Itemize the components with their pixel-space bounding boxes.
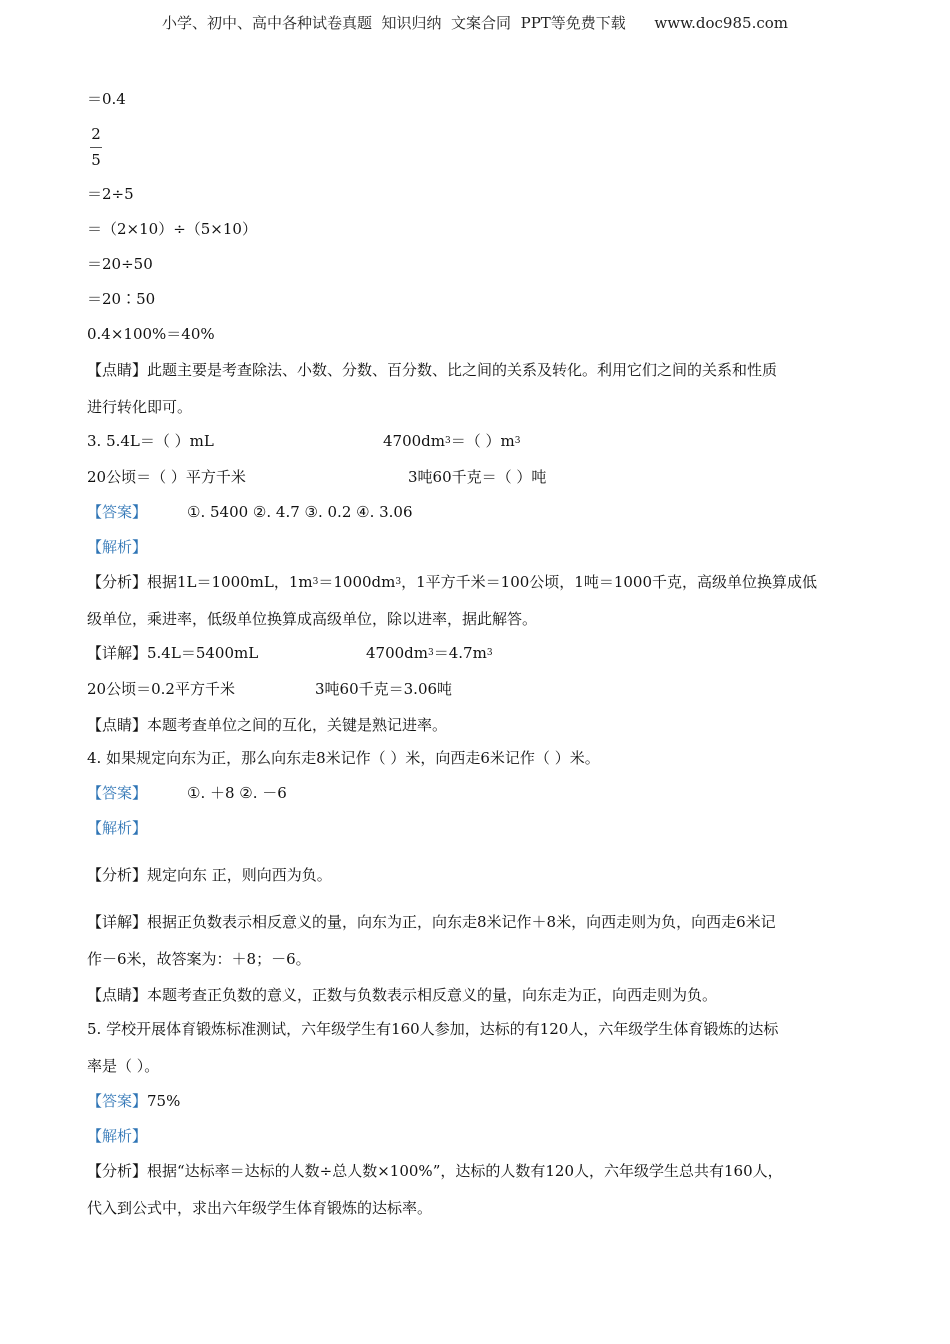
superscript: 3 <box>395 577 402 587</box>
fraction-denominator: 5 <box>91 151 101 169</box>
fraction-two-fifths <box>90 124 102 170</box>
step-line: ＝2÷5 <box>87 185 134 203</box>
q3-comment: 【点睛】本题考查单位之间的互化，关键是熟记进率。 <box>87 716 448 734</box>
q3-analysis-text: ＝1000dm <box>318 573 396 591</box>
q5-answer <box>87 1091 180 1111</box>
q3-analysis-text: 【分析】根据1L＝1000mL，1m <box>87 573 313 591</box>
superscript: 3 <box>312 577 319 587</box>
q3-analysis-line-1 <box>87 572 817 592</box>
question-5-line-1: 5. 学校开展体育锻炼标准测试，六年级学生有160人参加，达标的有120人，六年级学生体育锻炼的达标 <box>87 1020 779 1038</box>
answer-label: 【答案】 <box>87 1092 148 1110</box>
q4-analysis: 【分析】规定向东 正，则向西为负。 <box>87 866 332 884</box>
q3-blank-m3 <box>383 431 520 451</box>
q5-analysis-line-2: 代入到公式中，求出六年级学生体育锻炼的达标率。 <box>87 1199 433 1217</box>
comment-line: 【点睛】此题主要是考查除法、小数、分数、百分数、比之间的关系及转化。利用它们之间的关系和性质 <box>87 361 778 379</box>
answer-label: 【答案】 <box>87 784 148 802</box>
answer-value: ①. ＋8 ②. －6 <box>187 784 287 802</box>
analysis-label: 【解析】 <box>87 538 148 556</box>
step-line: ＝（2×10）÷（5×10） <box>87 220 257 238</box>
q4-detail-line-1: 【详解】根据正负数表示相反意义的量，向东为正，向东走8米记作＋8米，向西走则为负，向西走6米记 <box>87 913 776 931</box>
step-line: ＝20÷50 <box>87 255 153 273</box>
answer-value: ①. 5400 ②. 4.7 ③. 0.2 ④. 3.06 <box>187 503 413 521</box>
analysis-label: 【解析】 <box>87 819 148 837</box>
page-header: 小学、初中、高中各种试卷真题 知识归纳 文案合同 PPT等免费下载 www.doc985.com <box>161 14 788 32</box>
answer-label: 【答案】 <box>87 503 148 521</box>
question-5-line-2: 率是（ ）。 <box>87 1057 160 1075</box>
q4-detail-line-2: 作－6米，故答案为：＋8；－6。 <box>87 950 311 968</box>
q3-unit-text: ＝（ ）m <box>450 432 515 450</box>
answer-value: 75% <box>147 1092 181 1110</box>
superscript: 3 <box>486 648 493 658</box>
q3-detail-text: 20公顷＝0.2平方千米 <box>87 680 235 698</box>
fraction-numerator: 2 <box>91 125 101 143</box>
analysis-label: 【解析】 <box>87 1127 148 1145</box>
fraction-bar <box>90 147 102 148</box>
comment-line: 进行转化即可。 <box>87 398 193 416</box>
q3-unit-text: 4700dm <box>383 432 445 450</box>
q4-comment: 【点睛】本题考查正负数的意义，正数与负数表示相反意义的量，向东走为正，向西走则为负。 <box>87 986 718 1004</box>
q5-analysis-line-1: 【分析】根据“达标率＝达标的人数÷总人数×100%”，达标的人数有120人，六年级学生总共有160人， <box>87 1162 783 1180</box>
question-4: 4. 如果规定向东为正，那么向东走8米记作（ ）米，向西走6米记作（ ）米。 <box>87 749 600 767</box>
q3-detail-part: 4700dm <box>366 644 428 662</box>
q3-detail-part: ＝4.7m <box>433 644 487 662</box>
q3-analysis-line-2: 级单位，乘进率，低级单位换算成高级单位，除以进率，据此解答。 <box>87 610 538 628</box>
q3-blank-ml: 3. 5.4L＝（ ）mL <box>87 432 214 450</box>
q4-answer <box>87 783 287 803</box>
superscript: 3 <box>514 436 521 446</box>
step-line: 0.4×100%＝40% <box>87 325 215 343</box>
q3-detail-text: 【详解】5.4L＝5400mL <box>87 644 259 662</box>
step-line: ＝0.4 <box>87 90 126 108</box>
q3-detail-text <box>366 643 493 663</box>
q3-blank-ton: 3吨60千克＝（ ）吨 <box>408 468 547 486</box>
q3-detail-text: 3吨60千克＝3.06吨 <box>315 680 453 698</box>
q3-answer <box>87 502 413 522</box>
superscript: 3 <box>445 436 451 446</box>
superscript: 3 <box>428 648 434 658</box>
step-line: ＝20∶50 <box>87 290 156 308</box>
q3-analysis-text: ，1平方千米＝100公顷，1吨＝1000千克，高级单位换算成低 <box>401 573 818 591</box>
q3-blank-km2: 20公顷＝（ ）平方千米 <box>87 468 246 486</box>
